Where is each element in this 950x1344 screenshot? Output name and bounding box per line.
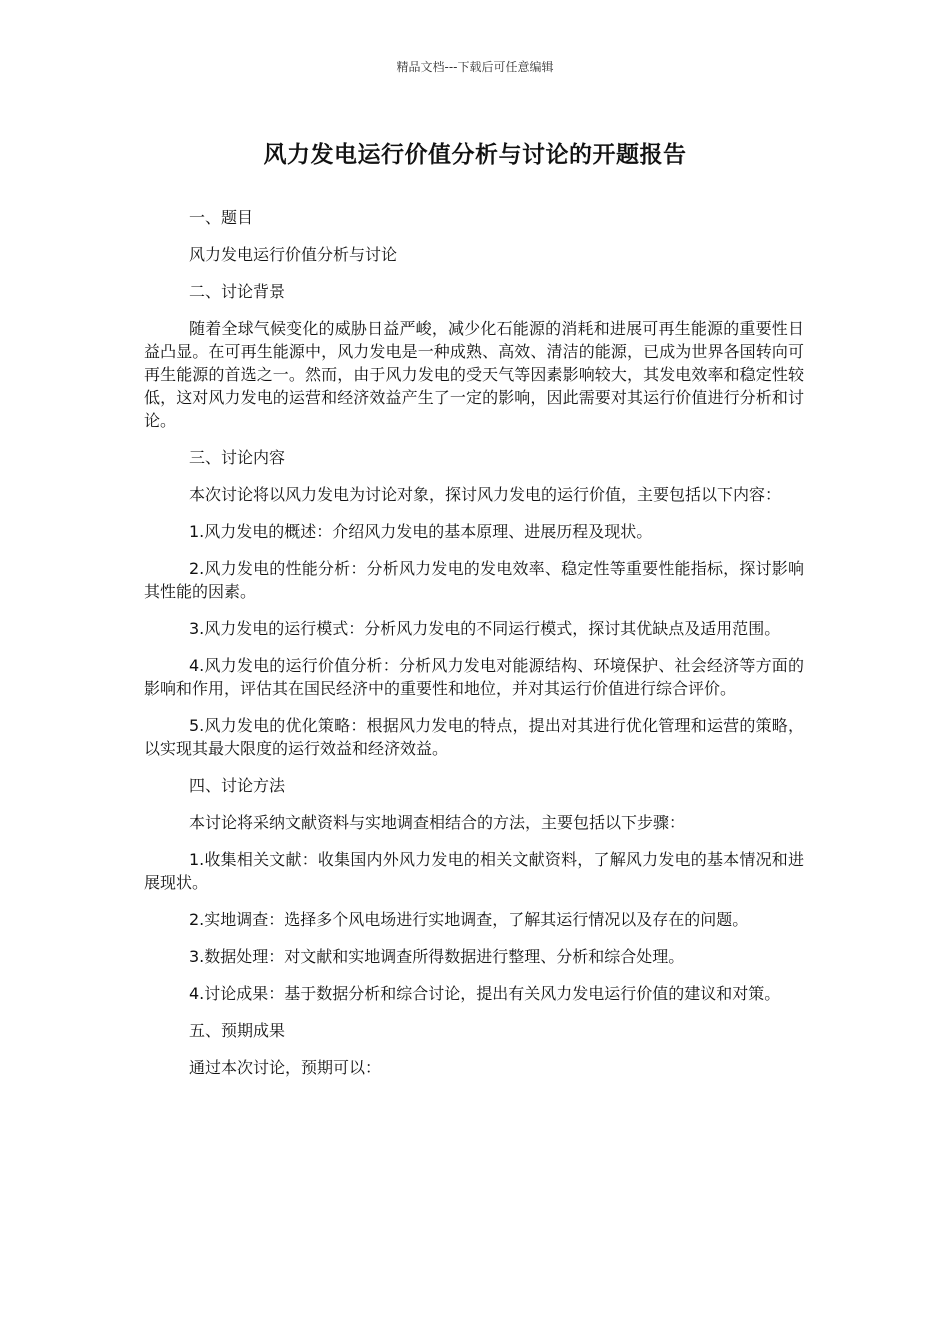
expected-results-intro: 通过本次讨论，预期可以： [189, 1058, 382, 1077]
method-intro: 本讨论将采纳文献资料与实地调查相结合的方法，主要包括以下步骤： [189, 813, 686, 832]
method-step-1: 1.收集相关文献：收集国内外风力发电的相关文献资料，了解风力发电的基本情况和进展现状。 [144, 850, 804, 892]
page-header-note: 精品文档---下载后可任意编辑 [396, 60, 554, 74]
document-title: 风力发电运行价值分析与讨论的开题报告 [263, 142, 687, 168]
heading-content: 三、讨论内容 [189, 448, 286, 467]
method-step-4: 4.讨论成果：基于数据分析和综合讨论，提出有关风力发电运行价值的建议和对策。 [189, 984, 781, 1003]
background-paragraph: 随着全球气候变化的威胁日益严峻，减少化石能源的消耗和进展可再生能源的重要性日益凸显。在可再生能源中，风力发电是一种成熟、高效、清洁的能源，已成为世界各国转向可再生能源的首选之一。然而，由于风力发电的受天气等因素影响较大，其发电效率和稳定性较低，这对风力发电的运营和经济效益产生了一定的影响，因此需要对其运行价值进行分析和讨论。 [144, 319, 804, 430]
heading-method: 四、讨论方法 [189, 776, 286, 795]
content-item-1: 1.风力发电的概述：介绍风力发电的基本原理、进展历程及现状。 [189, 522, 653, 541]
content-item-4: 4.风力发电的运行价值分析：分析风力发电对能源结构、环境保护、社会经济等方面的影响和作用，评估其在国民经济中的重要性和地位，并对其运行价值进行综合评价。 [144, 656, 804, 698]
heading-topic: 一、题目 [189, 208, 254, 227]
method-step-3: 3.数据处理：对文献和实地调查所得数据进行整理、分析和综合处理。 [189, 947, 685, 966]
topic-text: 风力发电运行价值分析与讨论 [189, 245, 398, 264]
document-body [144, 206, 804, 1093]
heading-expected-results: 五、预期成果 [189, 1021, 286, 1040]
method-step-2: 2.实地调查：选择多个风电场进行实地调查，了解其运行情况以及存在的问题。 [189, 910, 749, 929]
heading-background: 二、讨论背景 [189, 282, 286, 301]
content-item-2: 2.风力发电的性能分析：分析风力发电的发电效率、稳定性等重要性能指标，探讨影响其性能的因素。 [144, 559, 804, 601]
content-item-3: 3.风力发电的运行模式：分析风力发电的不同运行模式，探讨其优缺点及适用范围。 [189, 619, 781, 638]
content-item-5: 5.风力发电的优化策略：根据风力发电的特点，提出对其进行优化管理和运营的策略，以实现其最大限度的运行效益和经济效益。 [144, 716, 804, 758]
content-intro: 本次讨论将以风力发电为讨论对象，探讨风力发电的运行价值，主要包括以下内容： [189, 485, 782, 504]
